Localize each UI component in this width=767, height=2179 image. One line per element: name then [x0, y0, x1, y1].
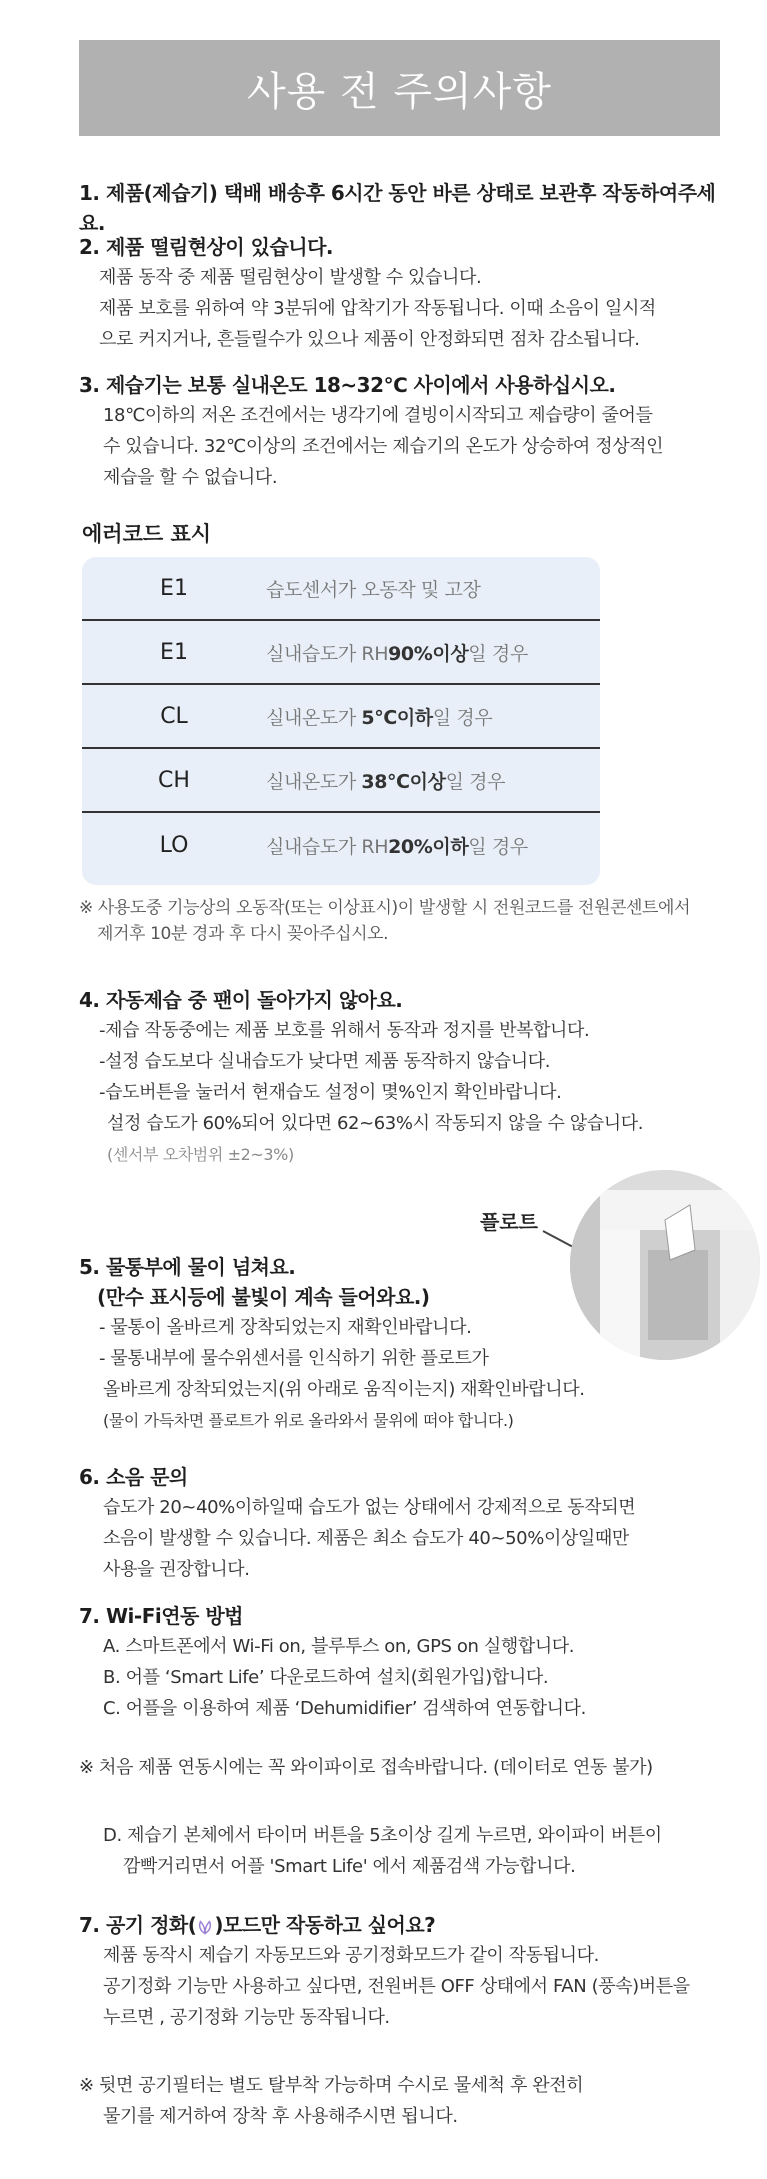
error-code: CH — [158, 767, 190, 793]
page-title: 사용 전 주의사항 — [247, 68, 552, 115]
section-7-wifi — [79, 1601, 739, 1724]
section-air-purify — [79, 1910, 739, 2033]
section-4-line: 설정 습도가 60%되어 있다면 62~63%시 작동되지 않을 수 않습니다. — [107, 1113, 644, 1134]
section-3-line: 18℃이하의 저온 조건에서는 냉각기에 결빙이시작되고 제습량이 줄어들 — [103, 405, 653, 426]
section-7-step-d — [79, 1820, 739, 1882]
error-row — [82, 749, 600, 813]
float-label: 플로트 — [480, 1210, 538, 1234]
air-purify-line: 제품 동작시 제습기 자동모드와 공기정화모드가 같이 작동됩니다. — [103, 1945, 599, 1966]
filter-note — [79, 2070, 739, 2132]
section-4 — [79, 985, 739, 1170]
error-code: CL — [160, 703, 188, 729]
section-7-line: A. 스마트폰에서 Wi-Fi on, 블루투스 on, GPS on 실행합니다. — [103, 1636, 575, 1657]
error-description: 습도센서가 오동작 및 고장 — [266, 578, 481, 601]
section-6-line: 습도가 20~40%이하일때 습도가 없는 상태에서 강제적으로 동작되면 — [103, 1497, 636, 1518]
section-2-heading: 2. 제품 떨림현상이 있습니다. — [79, 235, 334, 259]
section-4-line: -습도버튼을 눌러서 현재습도 설정이 몇%인지 확인바랍니다. — [99, 1082, 562, 1103]
section-3-line: 수 있습니다. 32℃이상의 조건에서는 제습기의 온도가 상승하여 정상적인 — [103, 436, 664, 457]
error-description: 실내온도가 38℃이상일 경우 — [266, 770, 506, 793]
section-2-line: 으로 커지거나, 흔들릴수가 있으나 제품이 안정화되면 점차 감소됩니다. — [99, 329, 640, 350]
error-note-line: 제거후 10분 경과 후 다시 꽂아주십시오. — [97, 924, 389, 944]
section-5-line: - 물통내부에 물수위센서를 인식하기 위한 플로트가 — [99, 1348, 489, 1369]
section-4-line: (센서부 오차범위 ±2~3%) — [107, 1145, 294, 1164]
error-description: 실내온도가 5℃이하일 경우 — [266, 706, 493, 729]
error-row — [82, 685, 600, 749]
section-5-line: 올바르게 장착되었는지(위 아래로 움직이는지) 재확인바랍니다. — [103, 1379, 585, 1400]
section-6-line: 소음이 발생할 수 있습니다. 제품은 최소 습도가 40~50%이상일때만 — [103, 1528, 629, 1549]
section-3-line: 제습을 할 수 없습니다. — [103, 467, 278, 488]
section-1 — [79, 178, 739, 238]
section-4-line: -설정 습도보다 실내습도가 낮다면 제품 동작하지 않습니다. — [99, 1051, 551, 1072]
section-5-subheading: (만수 표시등에 불빛이 계속 들어와요.) — [97, 1285, 430, 1309]
header-banner — [79, 40, 720, 136]
wifi-note: ※ 처음 제품 연동시에는 꼭 와이파이로 접속바랍니다. (데이터로 연동 불가) — [79, 1757, 653, 1778]
section-7-line: B. 어플 ‘Smart Life’ 다운로드하여 설치(회원가입)합니다. — [103, 1667, 549, 1688]
step-d-line: D. 제습기 본체에서 타이머 버튼을 5초이상 길게 누르면, 와이파이 버튼이 — [103, 1825, 662, 1846]
section-4-heading: 4. 자동제습 중 팬이 돌아가지 않아요. — [79, 988, 403, 1012]
section-5-line: (물이 가득차면 플로트가 위로 올라와서 물위에 떠야 합니다.) — [103, 1411, 514, 1430]
filter-note-line: 물기를 제거하여 장착 후 사용해주시면 됩니다. — [103, 2106, 458, 2127]
section-6 — [79, 1462, 739, 1585]
error-note-line: ※ 사용도중 기능상의 오동작(또는 이상표시)이 발생할 시 전원코드를 전원콘센트에서 — [79, 898, 691, 918]
error-code-title: 에러코드 표시 — [82, 522, 212, 546]
section-7-line: C. 어플을 이용하여 제품 ‘Dehumidifier’ 검색하여 연동합니다. — [103, 1698, 586, 1719]
section-4-line: -제습 작동중에는 제품 보호를 위해서 동작과 정지를 반복합니다. — [99, 1020, 590, 1041]
section-6-line: 사용을 권장합니다. — [103, 1559, 250, 1580]
section-3-heading: 3. 제습기는 보통 실내온도 18~32℃ 사이에서 사용하십시오. — [79, 373, 616, 397]
error-note — [79, 895, 749, 947]
section-2-line: 제품 동작 중 제품 떨림현상이 발생할 수 있습니다. — [99, 267, 482, 288]
error-row — [82, 557, 600, 621]
error-code: E1 — [160, 639, 188, 665]
error-code-table — [82, 557, 600, 885]
leaf-icon — [196, 1918, 214, 1936]
section-2 — [79, 232, 739, 355]
error-row — [82, 813, 600, 877]
section-5 — [79, 1252, 739, 1436]
section-6-heading: 6. 소음 문의 — [79, 1465, 188, 1489]
air-purify-heading: 7. 공기 정화( )모드만 작동하고 싶어요? — [79, 1913, 436, 1937]
error-code: E1 — [160, 575, 188, 601]
filter-note-line: ※ 뒷면 공기필터는 별도 탈부착 가능하며 수시로 물세척 후 완전히 — [79, 2075, 584, 2096]
section-3 — [79, 370, 739, 493]
section-5-heading: 5. 물통부에 물이 넘쳐요. — [79, 1255, 296, 1279]
air-purify-line: 누르면 , 공기정화 기능만 동작됩니다. — [103, 2007, 390, 2028]
section-1-heading: 1. 제품(제습기) 택배 배송후 6시간 동안 바른 상태로 보관후 작동하여주세요. — [79, 181, 716, 235]
air-purify-line: 공기정화 기능만 사용하고 싶다면, 전원버튼 OFF 상태에서 FAN (풍속)버튼을 — [103, 1976, 690, 1997]
error-row — [82, 621, 600, 685]
section-2-line: 제품 보호를 위하여 약 3분뒤에 압착기가 작동됩니다. 이때 소음이 일시적 — [99, 298, 656, 319]
section-5-line: - 물통이 올바르게 장착되었는지 재확인바랍니다. — [99, 1317, 472, 1338]
step-d-line: 깜빡거리면서 어플 'Smart Life' 에서 제품검색 가능합니다. — [123, 1856, 576, 1877]
section-7-heading: 7. Wi-Fi연동 방법 — [79, 1604, 243, 1628]
error-code: LO — [159, 832, 189, 858]
error-description: 실내습도가 RH90%이상일 경우 — [266, 642, 528, 665]
error-description: 실내습도가 RH20%이하일 경우 — [266, 835, 528, 858]
